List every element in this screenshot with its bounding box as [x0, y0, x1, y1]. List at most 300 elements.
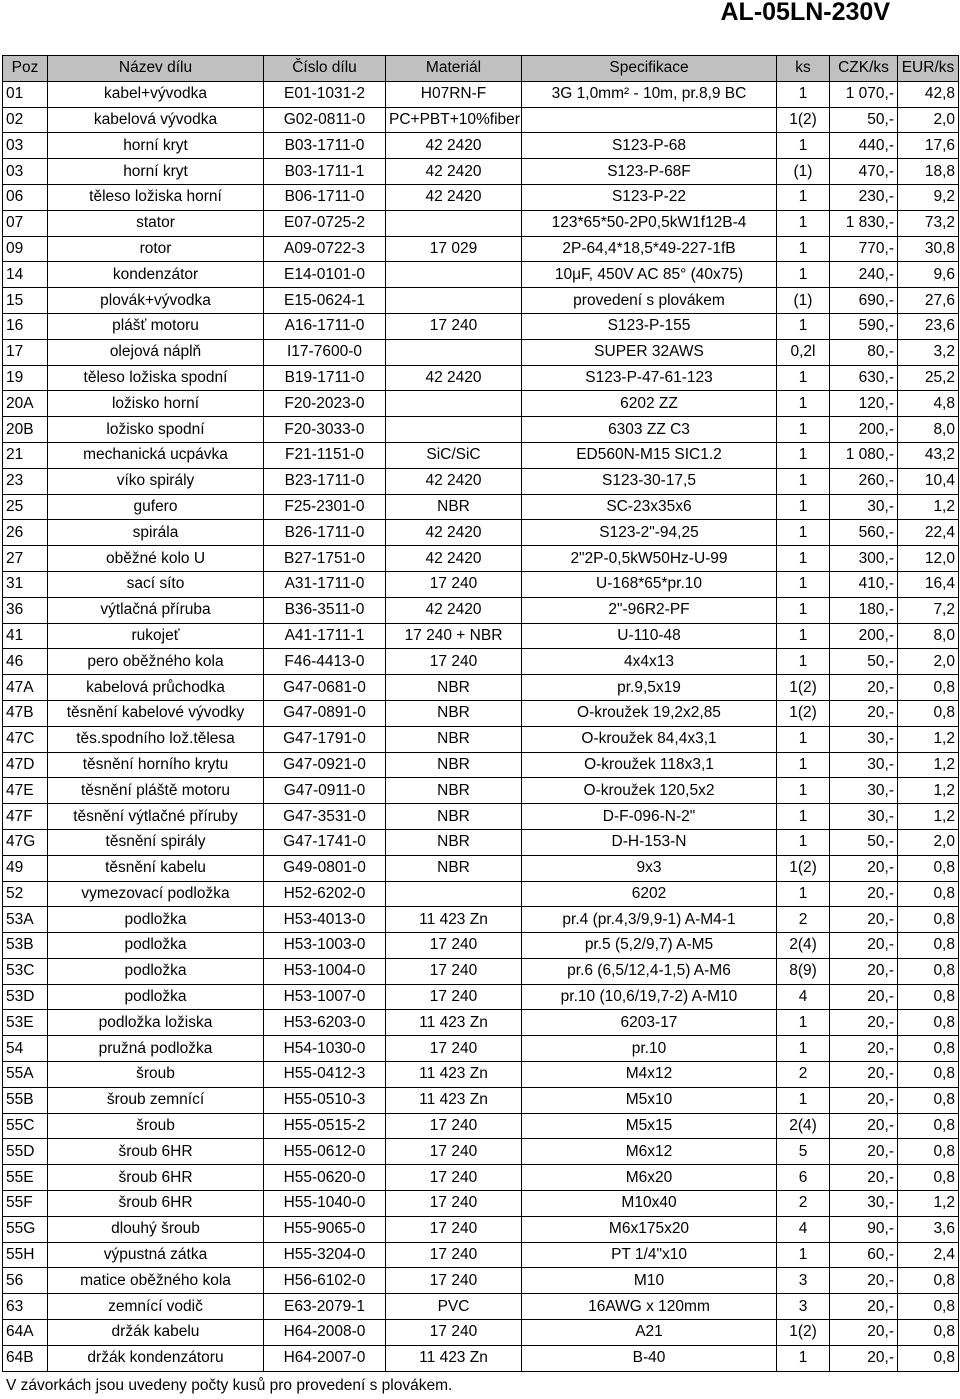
position-cell: 47A: [3, 675, 48, 701]
specification-cell: 4x4x13: [522, 649, 777, 675]
position-cell: 41: [3, 623, 48, 649]
quantity-cell: 1: [777, 597, 830, 623]
price-czk-cell: 30,-: [830, 778, 898, 804]
position-cell: 03: [3, 159, 48, 185]
position-cell: 47G: [3, 829, 48, 855]
quantity-cell: 0,2l: [777, 339, 830, 365]
price-eur-cell: 12,0: [898, 546, 959, 572]
position-cell: 17: [3, 339, 48, 365]
specification-cell: M4x12: [522, 1062, 777, 1088]
part-number-cell: F25-2301-0: [264, 494, 386, 520]
position-cell: 07: [3, 210, 48, 236]
price-czk-cell: 20,-: [830, 1113, 898, 1139]
material-cell: 17 240: [386, 1036, 522, 1062]
table-row: [3, 1268, 959, 1294]
part-number-cell: G47-0891-0: [264, 700, 386, 726]
price-czk-cell: 770,-: [830, 236, 898, 262]
quantity-cell: 1: [777, 804, 830, 830]
specification-cell: provedení s plovákem: [522, 288, 777, 314]
part-name-cell: matice oběžného kola: [48, 1268, 264, 1294]
specification-cell: O-kroužek 19,2x2,85: [522, 700, 777, 726]
part-name-cell: kondenzátor: [48, 262, 264, 288]
column-header-part-name: Název dílu: [48, 56, 264, 82]
price-czk-cell: 590,-: [830, 313, 898, 339]
price-eur-cell: 18,8: [898, 159, 959, 185]
quantity-cell: 1: [777, 210, 830, 236]
specification-cell: 6303 ZZ C3: [522, 417, 777, 443]
part-number-cell: A41-1711-1: [264, 623, 386, 649]
position-cell: 01: [3, 81, 48, 107]
position-cell: 55G: [3, 1216, 48, 1242]
price-czk-cell: 440,-: [830, 133, 898, 159]
price-czk-cell: 630,-: [830, 365, 898, 391]
price-eur-cell: 0,8: [898, 1139, 959, 1165]
material-cell: 11 423 Zn: [386, 1062, 522, 1088]
quantity-cell: 5: [777, 1139, 830, 1165]
specification-cell: PT 1/4"x10: [522, 1242, 777, 1268]
part-name-cell: oběžné kolo U: [48, 546, 264, 572]
part-name-cell: stator: [48, 210, 264, 236]
price-eur-cell: 9,2: [898, 184, 959, 210]
part-number-cell: H55-0612-0: [264, 1139, 386, 1165]
material-cell: 42 2420: [386, 133, 522, 159]
specification-cell: 16AWG x 120mm: [522, 1294, 777, 1320]
specification-cell: pr.6 (6,5/12,4-1,5) A-M6: [522, 958, 777, 984]
price-czk-cell: 20,-: [830, 675, 898, 701]
position-cell: 64A: [3, 1320, 48, 1346]
price-czk-cell: 20,-: [830, 881, 898, 907]
material-cell: 17 240: [386, 571, 522, 597]
quantity-cell: 1: [777, 184, 830, 210]
part-number-cell: H55-0515-2: [264, 1113, 386, 1139]
material-cell: 11 423 Zn: [386, 1010, 522, 1036]
table-row: [3, 1139, 959, 1165]
table-row: [3, 1087, 959, 1113]
quantity-cell: 1: [777, 1345, 830, 1371]
part-number-cell: F46-4413-0: [264, 649, 386, 675]
material-cell: NBR: [386, 855, 522, 881]
price-czk-cell: 240,-: [830, 262, 898, 288]
specification-cell: 9x3: [522, 855, 777, 881]
specification-cell: 3G 1,0mm² - 10m, pr.8,9 BC: [522, 81, 777, 107]
part-number-cell: A31-1711-0: [264, 571, 386, 597]
part-name-cell: ložisko horní: [48, 391, 264, 417]
specification-cell: M10: [522, 1268, 777, 1294]
quantity-cell: 1(2): [777, 675, 830, 701]
part-name-cell: výpustná zátka: [48, 1242, 264, 1268]
price-eur-cell: 0,8: [898, 1268, 959, 1294]
table-row: [3, 1113, 959, 1139]
part-number-cell: G47-1791-0: [264, 726, 386, 752]
material-cell: H07RN-F: [386, 81, 522, 107]
material-cell: 17 240: [386, 1113, 522, 1139]
position-cell: 47C: [3, 726, 48, 752]
table-row: [3, 288, 959, 314]
specification-cell: D-H-153-N: [522, 829, 777, 855]
part-number-cell: B03-1711-0: [264, 133, 386, 159]
specification-cell: ED560N-M15 SIC1.2: [522, 442, 777, 468]
quantity-cell: 1: [777, 442, 830, 468]
material-cell: 42 2420: [386, 520, 522, 546]
specification-cell: S123-30-17,5: [522, 468, 777, 494]
price-czk-cell: 300,-: [830, 546, 898, 572]
price-czk-cell: 30,-: [830, 1191, 898, 1217]
position-cell: 55F: [3, 1191, 48, 1217]
part-number-cell: B19-1711-0: [264, 365, 386, 391]
quantity-cell: 1(2): [777, 1320, 830, 1346]
part-number-cell: B36-3511-0: [264, 597, 386, 623]
material-cell: 17 240: [386, 1268, 522, 1294]
quantity-cell: 1: [777, 726, 830, 752]
price-czk-cell: 20,-: [830, 700, 898, 726]
specification-cell: M10x40: [522, 1191, 777, 1217]
position-cell: 53A: [3, 907, 48, 933]
quantity-cell: 1: [777, 546, 830, 572]
specification-cell: U-110-48: [522, 623, 777, 649]
quantity-cell: 1: [777, 81, 830, 107]
part-number-cell: H64-2007-0: [264, 1345, 386, 1371]
column-header-part-number: Číslo dílu: [264, 56, 386, 82]
price-eur-cell: 25,2: [898, 365, 959, 391]
part-name-cell: výtlačná příruba: [48, 597, 264, 623]
quantity-cell: 8(9): [777, 958, 830, 984]
quantity-cell: 2(4): [777, 933, 830, 959]
part-number-cell: G47-1741-0: [264, 829, 386, 855]
price-eur-cell: 0,8: [898, 700, 959, 726]
quantity-cell: 4: [777, 984, 830, 1010]
price-eur-cell: 0,8: [898, 1036, 959, 1062]
material-cell: NBR: [386, 778, 522, 804]
price-eur-cell: 2,0: [898, 829, 959, 855]
price-czk-cell: 60,-: [830, 1242, 898, 1268]
specification-cell: pr.4 (pr.4,3/9,9-1) A-M4-1: [522, 907, 777, 933]
part-name-cell: olejová náplň: [48, 339, 264, 365]
part-name-cell: šroub 6HR: [48, 1139, 264, 1165]
part-number-cell: E15-0624-1: [264, 288, 386, 314]
position-cell: 47F: [3, 804, 48, 830]
price-czk-cell: 200,-: [830, 417, 898, 443]
position-cell: 52: [3, 881, 48, 907]
part-name-cell: podložka: [48, 984, 264, 1010]
quantity-cell: 1: [777, 752, 830, 778]
material-cell: 17 240: [386, 1242, 522, 1268]
price-czk-cell: 30,-: [830, 804, 898, 830]
price-eur-cell: 1,2: [898, 804, 959, 830]
table-row: [3, 571, 959, 597]
specification-cell: M5x15: [522, 1113, 777, 1139]
position-cell: 49: [3, 855, 48, 881]
specification-cell: pr.5 (5,2/9,7) A-M5: [522, 933, 777, 959]
part-name-cell: kabelová vývodka: [48, 107, 264, 133]
material-cell: 17 240: [386, 958, 522, 984]
price-czk-cell: 20,-: [830, 855, 898, 881]
part-name-cell: horní kryt: [48, 133, 264, 159]
table-row: [3, 1010, 959, 1036]
price-czk-cell: 20,-: [830, 1010, 898, 1036]
position-cell: 55B: [3, 1087, 48, 1113]
material-cell: 17 029: [386, 236, 522, 262]
part-name-cell: těs.spodního lož.tělesa: [48, 726, 264, 752]
position-cell: 55C: [3, 1113, 48, 1139]
table-row: [3, 365, 959, 391]
position-cell: 19: [3, 365, 48, 391]
price-czk-cell: 20,-: [830, 933, 898, 959]
specification-cell: A21: [522, 1320, 777, 1346]
table-row: [3, 907, 959, 933]
part-number-cell: F21-1151-0: [264, 442, 386, 468]
specification-cell: S123-P-155: [522, 313, 777, 339]
specification-cell: pr.10 (10,6/19,7-2) A-M10: [522, 984, 777, 1010]
price-eur-cell: 0,8: [898, 1294, 959, 1320]
footnote: V závorkách jsou uvedeny počty kusů pro provedení s plovákem.: [6, 1377, 453, 1394]
position-cell: 55A: [3, 1062, 48, 1088]
price-eur-cell: 9,6: [898, 262, 959, 288]
price-eur-cell: 0,8: [898, 958, 959, 984]
material-cell: 17 240: [386, 1320, 522, 1346]
price-eur-cell: 3,6: [898, 1216, 959, 1242]
part-name-cell: rukojeť: [48, 623, 264, 649]
quantity-cell: (1): [777, 288, 830, 314]
table-row: [3, 520, 959, 546]
material-cell: 17 240: [386, 984, 522, 1010]
part-number-cell: H55-0620-0: [264, 1165, 386, 1191]
price-eur-cell: 23,6: [898, 313, 959, 339]
table-row: [3, 623, 959, 649]
material-cell: NBR: [386, 700, 522, 726]
price-eur-cell: 0,8: [898, 1345, 959, 1371]
quantity-cell: 1: [777, 1242, 830, 1268]
price-czk-cell: 120,-: [830, 391, 898, 417]
quantity-cell: 1: [777, 417, 830, 443]
price-eur-cell: 8,0: [898, 623, 959, 649]
position-cell: 63: [3, 1294, 48, 1320]
part-number-cell: H55-0412-3: [264, 1062, 386, 1088]
material-cell: [386, 417, 522, 443]
position-cell: 31: [3, 571, 48, 597]
table-row: [3, 313, 959, 339]
part-name-cell: spirála: [48, 520, 264, 546]
position-cell: 15: [3, 288, 48, 314]
table-row: [3, 339, 959, 365]
quantity-cell: 1: [777, 649, 830, 675]
price-eur-cell: 0,8: [898, 1320, 959, 1346]
specification-cell: O-kroužek 120,5x2: [522, 778, 777, 804]
price-czk-cell: 20,-: [830, 1062, 898, 1088]
document-title: AL-05LN-230V: [720, 0, 890, 26]
table-row: [3, 726, 959, 752]
part-name-cell: těsnění kabelové vývodky: [48, 700, 264, 726]
material-cell: 17 240 + NBR: [386, 623, 522, 649]
part-number-cell: H53-1004-0: [264, 958, 386, 984]
table-row: [3, 1062, 959, 1088]
quantity-cell: 1: [777, 778, 830, 804]
part-number-cell: I17-7600-0: [264, 339, 386, 365]
parts-table: [2, 55, 959, 1372]
part-name-cell: těsnění spirály: [48, 829, 264, 855]
price-czk-cell: 20,-: [830, 1320, 898, 1346]
quantity-cell: 1(2): [777, 107, 830, 133]
part-name-cell: kabelová průchodka: [48, 675, 264, 701]
position-cell: 27: [3, 546, 48, 572]
table-row: [3, 107, 959, 133]
part-number-cell: A09-0722-3: [264, 236, 386, 262]
price-eur-cell: 1,2: [898, 752, 959, 778]
material-cell: 11 423 Zn: [386, 907, 522, 933]
part-number-cell: F20-3033-0: [264, 417, 386, 443]
material-cell: NBR: [386, 675, 522, 701]
price-czk-cell: 20,-: [830, 907, 898, 933]
quantity-cell: 1: [777, 571, 830, 597]
table-row: [3, 391, 959, 417]
material-cell: [386, 391, 522, 417]
part-name-cell: rotor: [48, 236, 264, 262]
position-cell: 55E: [3, 1165, 48, 1191]
table-row: [3, 649, 959, 675]
price-czk-cell: 1 070,-: [830, 81, 898, 107]
price-czk-cell: 30,-: [830, 726, 898, 752]
price-czk-cell: 20,-: [830, 1139, 898, 1165]
price-eur-cell: 0,8: [898, 881, 959, 907]
table-row: [3, 494, 959, 520]
column-header-price-czk: CZK/ks: [830, 56, 898, 82]
part-name-cell: těleso ložiska horní: [48, 184, 264, 210]
quantity-cell: 1: [777, 829, 830, 855]
part-name-cell: těsnění kabelu: [48, 855, 264, 881]
part-name-cell: sací síto: [48, 571, 264, 597]
position-cell: 55H: [3, 1242, 48, 1268]
table-row: [3, 675, 959, 701]
specification-cell: 2P-64,4*18,5*49-227-1fB: [522, 236, 777, 262]
position-cell: 53B: [3, 933, 48, 959]
part-number-cell: H55-1040-0: [264, 1191, 386, 1217]
part-number-cell: H54-1030-0: [264, 1036, 386, 1062]
position-cell: 46: [3, 649, 48, 675]
part-name-cell: podložka: [48, 907, 264, 933]
material-cell: 42 2420: [386, 365, 522, 391]
position-cell: 54: [3, 1036, 48, 1062]
part-number-cell: G02-0811-0: [264, 107, 386, 133]
specification-cell: 2"2P-0,5kW50Hz-U-99: [522, 546, 777, 572]
table-row: [3, 159, 959, 185]
material-cell: NBR: [386, 752, 522, 778]
quantity-cell: 1: [777, 262, 830, 288]
specification-cell: S123-P-68: [522, 133, 777, 159]
table-row: [3, 81, 959, 107]
part-name-cell: šroub 6HR: [48, 1191, 264, 1217]
position-cell: 56: [3, 1268, 48, 1294]
price-eur-cell: 1,2: [898, 494, 959, 520]
specification-cell: pr.10: [522, 1036, 777, 1062]
part-number-cell: B03-1711-1: [264, 159, 386, 185]
price-czk-cell: 410,-: [830, 571, 898, 597]
part-number-cell: H55-9065-0: [264, 1216, 386, 1242]
material-cell: 11 423 Zn: [386, 1087, 522, 1113]
material-cell: 42 2420: [386, 546, 522, 572]
table-row: [3, 700, 959, 726]
position-cell: 03: [3, 133, 48, 159]
table-row: [3, 1242, 959, 1268]
material-cell: 42 2420: [386, 159, 522, 185]
quantity-cell: (1): [777, 159, 830, 185]
price-eur-cell: 27,6: [898, 288, 959, 314]
specification-cell: 6203-17: [522, 1010, 777, 1036]
material-cell: NBR: [386, 804, 522, 830]
table-row: [3, 1165, 959, 1191]
part-number-cell: H55-3204-0: [264, 1242, 386, 1268]
part-name-cell: podložka ložiska: [48, 1010, 264, 1036]
material-cell: PC+PBT+10%fiber: [386, 107, 522, 133]
price-czk-cell: 80,-: [830, 339, 898, 365]
part-number-cell: E14-0101-0: [264, 262, 386, 288]
part-name-cell: těsnění pláště motoru: [48, 778, 264, 804]
part-number-cell: B26-1711-0: [264, 520, 386, 546]
price-eur-cell: 0,8: [898, 1010, 959, 1036]
quantity-cell: 1: [777, 133, 830, 159]
part-number-cell: B06-1711-0: [264, 184, 386, 210]
part-name-cell: zemnící vodič: [48, 1294, 264, 1320]
material-cell: 11 423 Zn: [386, 1345, 522, 1371]
part-number-cell: H53-6203-0: [264, 1010, 386, 1036]
specification-cell: S123-2"-94,25: [522, 520, 777, 546]
part-number-cell: F20-2023-0: [264, 391, 386, 417]
price-eur-cell: 0,8: [898, 1113, 959, 1139]
column-header-specification: Specifikace: [522, 56, 777, 82]
material-cell: SiC/SiC: [386, 442, 522, 468]
specification-cell: S123-P-47-61-123: [522, 365, 777, 391]
position-cell: 09: [3, 236, 48, 262]
price-eur-cell: 0,8: [898, 933, 959, 959]
specification-cell: M6x20: [522, 1165, 777, 1191]
position-cell: 26: [3, 520, 48, 546]
price-czk-cell: 200,-: [830, 623, 898, 649]
position-cell: 25: [3, 494, 48, 520]
table-row: [3, 1216, 959, 1242]
quantity-cell: 6: [777, 1165, 830, 1191]
specification-cell: SC-23x35x6: [522, 494, 777, 520]
part-number-cell: B27-1751-0: [264, 546, 386, 572]
price-eur-cell: 42,8: [898, 81, 959, 107]
material-cell: 42 2420: [386, 468, 522, 494]
part-number-cell: G47-3531-0: [264, 804, 386, 830]
material-cell: 42 2420: [386, 184, 522, 210]
price-eur-cell: 2,0: [898, 107, 959, 133]
part-name-cell: těsnění horního krytu: [48, 752, 264, 778]
part-number-cell: H64-2008-0: [264, 1320, 386, 1346]
material-cell: [386, 288, 522, 314]
part-number-cell: A16-1711-0: [264, 313, 386, 339]
table-row: [3, 1320, 959, 1346]
quantity-cell: 3: [777, 1294, 830, 1320]
price-czk-cell: 50,-: [830, 649, 898, 675]
price-eur-cell: 1,2: [898, 778, 959, 804]
table-row: [3, 778, 959, 804]
table-row: [3, 210, 959, 236]
quantity-cell: 1: [777, 494, 830, 520]
quantity-cell: 3: [777, 1268, 830, 1294]
table-row: [3, 855, 959, 881]
price-czk-cell: 30,-: [830, 494, 898, 520]
table-row: [3, 597, 959, 623]
price-eur-cell: 0,8: [898, 1062, 959, 1088]
material-cell: [386, 881, 522, 907]
specification-cell: M6x175x20: [522, 1216, 777, 1242]
quantity-cell: 1: [777, 236, 830, 262]
quantity-cell: 1: [777, 1087, 830, 1113]
price-eur-cell: 10,4: [898, 468, 959, 494]
part-number-cell: H53-4013-0: [264, 907, 386, 933]
table-row: [3, 752, 959, 778]
quantity-cell: 1(2): [777, 855, 830, 881]
